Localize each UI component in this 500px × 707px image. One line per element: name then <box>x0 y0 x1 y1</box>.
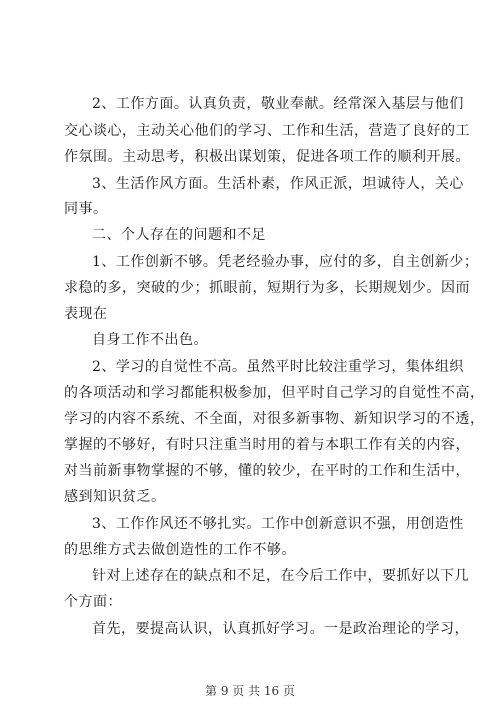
text-line: 3、工作作风还不够扎实。工作中创新意识不强，用创造性 <box>92 516 464 532</box>
text-line: 的各项活动和学习都能积极参加，但平时自己学习的自觉性不高， <box>64 385 485 401</box>
text-line: 的思维方式去做创造性的工作不够。 <box>64 542 296 558</box>
text-line: 掌握的不够好，有时只注重当时用的着与本职工作有关的内容， <box>64 437 470 453</box>
text-line: 表现在 <box>64 306 108 322</box>
text-line: 同事。 <box>64 201 108 217</box>
text-line: 交心谈心，主动关心他们的学习、工作和生活，营造了良好的工 <box>64 123 470 139</box>
text-line: 对当前新事物掌握的不够，懂的较少，在平时的工作和生活中， <box>64 463 470 479</box>
text-line: 个方面： <box>64 594 122 610</box>
text-line: 求稳的多，突破的少；抓眼前，短期行为多，长期规划少。因而 <box>64 280 470 296</box>
text-line: 学习的内容不系统、不全面，对很多新事物、新知识学习的不透， <box>64 411 485 427</box>
text-line: 针对上述存在的缺点和不足，在今后工作中，要抓好以下几 <box>92 568 469 584</box>
text-line: 1、工作创新不够。凭老经验办事，应付的多，自主创新少； <box>92 254 479 270</box>
text-line: 自身工作不出色。 <box>92 332 208 348</box>
text-line: 作氛围。主动思考，积极出谋划策，促进各项工作的顺利开展。 <box>64 149 470 165</box>
text-line: 首先，要提高认识，认真抓好学习。一是政治理论的学习， <box>92 621 469 637</box>
text-line: 感到知识贫乏。 <box>64 489 166 505</box>
page-number-footer: 第 9 页 共 16 页 <box>205 684 295 698</box>
section-heading: 二、个人存在的问题和不足 <box>92 227 266 243</box>
text-line: 3、生活作风方面。生活朴素，作风正派，坦诚待人，关心 <box>92 176 464 192</box>
text-line: 2、工作方面。认真负责，敬业奉献。经常深入基层与他们 <box>92 96 464 112</box>
text-line: 2、学习的自觉性不高。虽然平时比较注重学习，集体组织 <box>92 359 464 375</box>
